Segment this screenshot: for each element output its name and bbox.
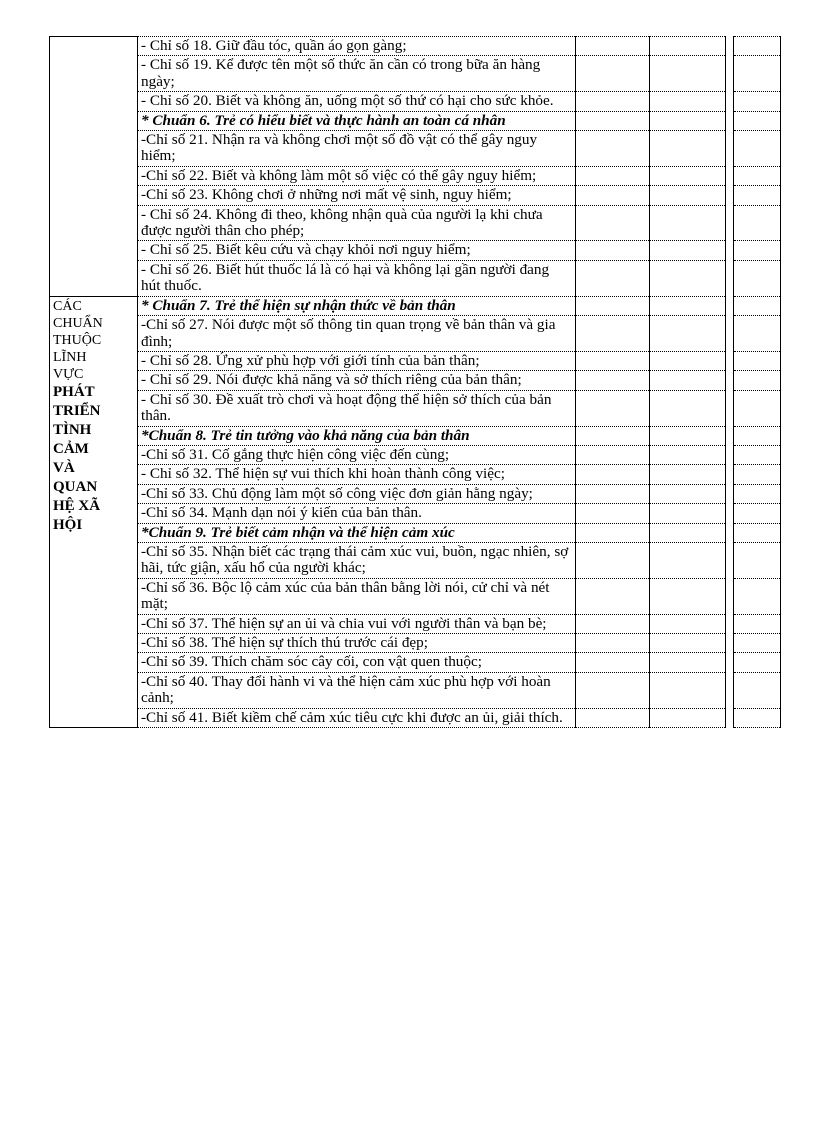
gap-cell [726,634,734,653]
indicator-row [50,542,781,578]
note-cell [734,260,781,296]
gap-cell [726,523,734,542]
gap-cell [726,465,734,484]
gap-cell [726,672,734,708]
note-cell [734,465,781,484]
eval-col-1-cell [576,56,650,92]
eval-col-1-cell [576,351,650,370]
note-cell [734,166,781,185]
indicator-row [50,260,781,296]
gap-cell [726,241,734,260]
gap-cell [726,351,734,370]
eval-col-1-cell [576,672,650,708]
eval-col-1-cell [576,504,650,523]
standard-row [50,111,781,130]
eval-col-1-cell [576,426,650,445]
eval-col-2-cell [650,708,726,727]
eval-col-2-cell [650,445,726,464]
eval-col-2-cell [650,523,726,542]
eval-col-1-cell [576,614,650,633]
indicator-row [50,351,781,370]
category-title-line: VÀ [53,459,75,476]
eval-col-2-cell [650,56,726,92]
eval-col-2-cell [650,614,726,633]
indicator-row [50,634,781,653]
category-title-line: HỘI [53,516,83,533]
gap-cell [726,131,734,167]
category-title-line: TRIỂN [53,402,101,419]
indicator-row [50,166,781,185]
eval-col-2-cell [650,484,726,503]
category-cell [50,296,138,727]
gap-cell [726,445,734,464]
eval-col-1-cell [576,241,650,260]
indicator-text: -Chỉ số 22. Biết và không làm một số việc có thể gây nguy hiểm; [138,166,576,185]
eval-col-2-cell [650,504,726,523]
note-cell [734,37,781,56]
indicator-text: - Chỉ số 30. Đề xuất trò chơi và hoạt động thể hiện sở thích của bản thân. [138,390,576,426]
note-cell [734,56,781,92]
note-cell [734,708,781,727]
eval-col-1-cell [576,578,650,614]
note-cell [734,186,781,205]
note-cell [734,205,781,241]
standard-title: * Chuẩn 7. Trẻ thể hiện sự nhận thức về bản thân [141,296,456,314]
note-cell [734,542,781,578]
standard-title: * Chuẩn 6. Trẻ có hiểu biết và thực hành an toàn cá nhân [141,111,506,129]
eval-col-1-cell [576,542,650,578]
eval-col-2-cell [650,260,726,296]
indicator-row [50,316,781,352]
eval-col-2-cell [650,316,726,352]
indicator-text: -Chỉ số 40. Thay đổi hành vi và thể hiện cảm xúc phù hợp với hoàn cảnh; [138,672,576,708]
indicator-row [50,484,781,503]
eval-col-2-cell [650,186,726,205]
eval-col-1-cell [576,465,650,484]
eval-col-2-cell [650,131,726,167]
category-label-line: CÁC [53,298,82,314]
gap-cell [726,92,734,111]
indicator-text: - Chỉ số 32. Thể hiện sự vui thích khi hoàn thành công việc; [138,465,576,484]
eval-col-1-cell [576,92,650,111]
category-title-line: PHÁT [53,383,95,400]
note-cell [734,316,781,352]
eval-col-1-cell [576,296,650,315]
indicator-row [50,653,781,672]
eval-col-1-cell [576,316,650,352]
eval-col-2-cell [650,578,726,614]
standard-row [50,523,781,542]
indicator-row [50,390,781,426]
standard-heading [138,111,576,130]
gap-cell [726,166,734,185]
eval-col-1-cell [576,708,650,727]
note-cell [734,484,781,503]
note-cell [734,634,781,653]
eval-col-2-cell [650,634,726,653]
eval-col-2-cell [650,37,726,56]
eval-col-2-cell [650,371,726,390]
note-cell [734,390,781,426]
eval-col-2-cell [650,672,726,708]
gap-cell [726,484,734,503]
gap-cell [726,371,734,390]
category-label-line: LĨNH [53,349,87,365]
note-cell [734,672,781,708]
standard-row [50,296,781,315]
eval-col-2-cell [650,542,726,578]
gap-cell [726,111,734,130]
category-title-line: TÌNH [53,421,92,438]
note-cell [734,241,781,260]
category-title-line: QUAN [53,478,98,495]
indicator-text: - Chỉ số 20. Biết và không ăn, uống một số thứ có hại cho sức khỏe. [138,92,576,111]
eval-col-1-cell [576,37,650,56]
indicator-text: - Chỉ số 26. Biết hút thuốc lá là có hại và không lại gần người đang hút thuốc. [138,260,576,296]
table-body [50,37,781,728]
eval-col-2-cell [650,241,726,260]
note-cell [734,523,781,542]
note-cell [734,131,781,167]
eval-col-1-cell [576,131,650,167]
indicator-text: -Chỉ số 39. Thích chăm sóc cây cối, con vật quen thuộc; [138,653,576,672]
eval-col-1-cell [576,653,650,672]
indicator-text: - Chỉ số 24. Không đi theo, không nhận quà của người lạ khi chưa được người thân cho phép; [138,205,576,241]
eval-col-2-cell [650,465,726,484]
indicator-text: -Chỉ số 35. Nhận biết các trạng thái cảm xúc vui, buồn, ngạc nhiên, sợ hãi, tức giận, xấu hổ của người khác; [138,542,576,578]
category-label-line: VỰC [53,366,84,382]
indicator-row [50,56,781,92]
note-cell [734,92,781,111]
note-cell [734,504,781,523]
eval-col-1-cell [576,186,650,205]
note-cell [734,111,781,130]
gap-cell [726,578,734,614]
category-title-line: CẢM [53,440,89,457]
indicator-text: - Chỉ số 25. Biết kêu cứu và chạy khỏi nơi nguy hiểm; [138,241,576,260]
indicator-text: -Chỉ số 33. Chủ động làm một số công việc đơn giản hằng ngày; [138,484,576,503]
gap-cell [726,708,734,727]
eval-col-2-cell [650,390,726,426]
indicator-row [50,186,781,205]
gap-cell [726,390,734,426]
eval-col-1-cell [576,205,650,241]
note-cell [734,371,781,390]
eval-col-2-cell [650,92,726,111]
indicator-row [50,131,781,167]
indicator-text: - Chỉ số 28. Ứng xử phù hợp với giới tính của bản thân; [138,351,576,370]
gap-cell [726,260,734,296]
eval-col-1-cell [576,523,650,542]
gap-cell [726,504,734,523]
indicator-text: -Chỉ số 36. Bộc lộ cảm xúc của bản thân bằng lời nói, cử chỉ và nét mặt; [138,578,576,614]
indicator-text: -Chỉ số 23. Không chơi ở những nơi mất vệ sinh, nguy hiểm; [138,186,576,205]
eval-col-2-cell [650,426,726,445]
eval-col-2-cell [650,653,726,672]
gap-cell [726,205,734,241]
indicator-text: -Chỉ số 38. Thể hiện sự thích thú trước cái đẹp; [138,634,576,653]
eval-col-1-cell [576,371,650,390]
eval-col-1-cell [576,634,650,653]
eval-col-1-cell [576,390,650,426]
indicator-row [50,37,781,56]
eval-col-2-cell [650,166,726,185]
indicator-row [50,241,781,260]
eval-col-2-cell [650,111,726,130]
eval-col-1-cell [576,445,650,464]
standard-row [50,426,781,445]
indicator-text: -Chỉ số 21. Nhận ra và không chơi một số đồ vật có thể gây nguy hiểm; [138,131,576,167]
gap-cell [726,614,734,633]
note-cell [734,578,781,614]
eval-col-1-cell [576,484,650,503]
indicator-text: -Chỉ số 31. Cố gắng thực hiện công việc đến cùng; [138,445,576,464]
indicator-row [50,708,781,727]
category-cell [50,37,138,297]
gap-cell [726,653,734,672]
category-label-line: CHUẨN [53,315,103,331]
gap-cell [726,316,734,352]
indicator-text: - Chỉ số 19. Kể được tên một số thức ăn cần có trong bữa ăn hàng ngày; [138,56,576,92]
standard-title: *Chuẩn 9. Trẻ biết cảm nhận và thể hiện cảm xúc [141,523,455,541]
note-cell [734,296,781,315]
eval-col-1-cell [576,166,650,185]
eval-col-2-cell [650,351,726,370]
note-cell [734,351,781,370]
standard-heading [138,523,576,542]
note-cell [734,426,781,445]
indicator-text: -Chỉ số 27. Nói được một số thông tin quan trọng về bản thân và gia đình; [138,316,576,352]
eval-col-1-cell [576,260,650,296]
standard-heading [138,426,576,445]
note-cell [734,653,781,672]
indicator-row [50,578,781,614]
gap-cell [726,296,734,315]
category-title-line: HỆ XÃ [53,497,101,514]
note-cell [734,445,781,464]
eval-col-2-cell [650,205,726,241]
eval-col-1-cell [576,111,650,130]
indicator-text: -Chỉ số 34. Mạnh dạn nói ý kiến của bản thân. [138,504,576,523]
standard-heading [138,296,576,315]
standard-title: *Chuẩn 8. Trẻ tin tưởng vào khả năng của bản thân [141,426,470,444]
indicator-row [50,371,781,390]
indicator-text: - Chỉ số 29. Nói được khả năng và sở thích riêng của bản thân; [138,371,576,390]
eval-col-2-cell [650,296,726,315]
indicator-row [50,504,781,523]
indicator-row [50,445,781,464]
indicator-row [50,672,781,708]
gap-cell [726,37,734,56]
indicator-text: -Chỉ số 41. Biết kiềm chế cảm xúc tiêu cực khi được an ủi, giải thích. [138,708,576,727]
indicator-text: - Chỉ số 18. Giữ đầu tóc, quần áo gọn gàng; [138,37,576,56]
gap-cell [726,186,734,205]
indicator-text: -Chỉ số 37. Thể hiện sự an ủi và chia vui với người thân và bạn bè; [138,614,576,633]
note-cell [734,614,781,633]
gap-cell [726,542,734,578]
indicator-row [50,465,781,484]
indicator-row [50,205,781,241]
indicator-row [50,614,781,633]
category-label-line: THUỘC [53,332,102,348]
gap-cell [726,56,734,92]
gap-cell [726,426,734,445]
indicator-row [50,92,781,111]
standards-table [49,36,781,728]
